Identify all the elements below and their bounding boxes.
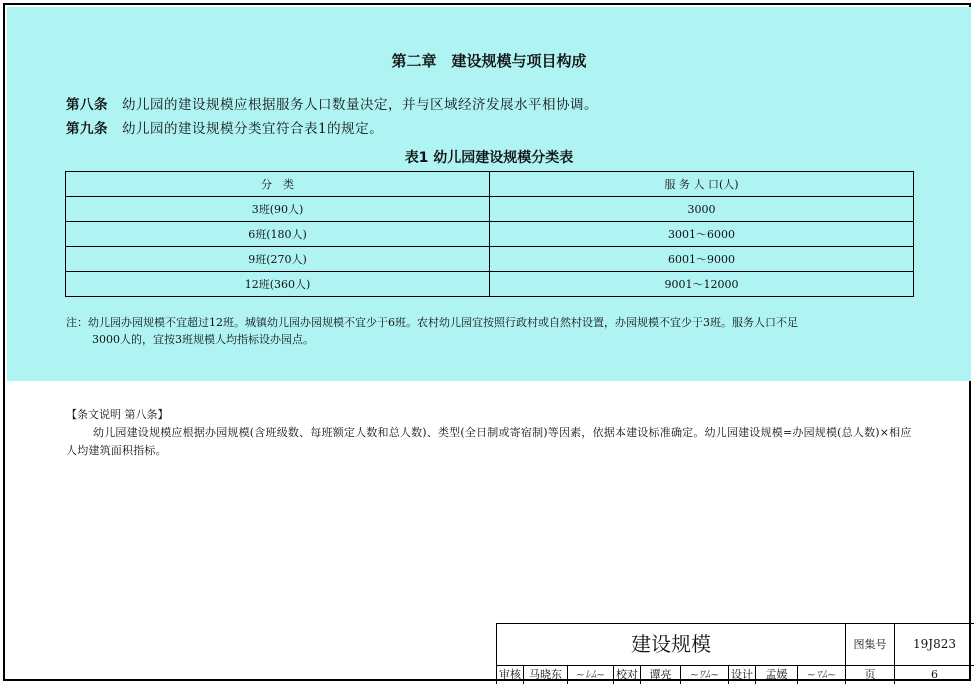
table-cell: 6001～9000 <box>490 247 914 272</box>
article-text: 幼儿园的建设规模应根据服务人口数量决定，并与区域经济发展水平相协调。 <box>122 97 598 113</box>
explanation-text: 幼儿园建设规模应根据办园规模(含班级数、每班额定人数和总人数)、类型(全日制或寄宿制)等因素，依据本建设标准确定。幼儿园建设规模=办园规模(总人数)×相应人均建筑面积指标。 <box>66 426 912 457</box>
note-line: 3000人的，宜按3班规模人均指标设办园点。 <box>92 333 314 346</box>
atlas-number-label: 图集号 <box>846 624 895 665</box>
checker-signature: ~ﾜﾑ~ <box>681 666 729 684</box>
designer-name: 孟媛 <box>756 666 798 684</box>
reviewer-name: 马晓东 <box>524 666 568 684</box>
table-cell: 9001～12000 <box>490 272 914 297</box>
designer-signature: ~ﾏﾑ~ <box>798 666 846 684</box>
drawing-frame <box>3 3 971 681</box>
article-number: 第九条 <box>66 121 108 137</box>
note-line: 注：幼儿园办园规模不宜超过12班。城镇幼儿园办园规模不宜少于6班。农村幼儿园宜按照行政村或自然村设置，办园规模不宜少于3班。服务人口不足 <box>66 316 798 329</box>
table-caption: 表1 幼儿园建设规模分类表 <box>404 150 574 166</box>
scale-classification-table <box>65 171 914 297</box>
article-9 <box>66 117 383 137</box>
table-row <box>66 222 914 247</box>
title-block <box>496 623 974 684</box>
table-cell: 3班(90人) <box>66 197 490 222</box>
table-cell: 3000 <box>490 197 914 222</box>
table-cell: 9班(270人) <box>66 247 490 272</box>
atlas-number: 19J823 <box>913 637 956 651</box>
drawing-title: 建设规模 <box>497 624 846 665</box>
design-label: 设计 <box>729 666 756 684</box>
check-label: 校对 <box>614 666 641 684</box>
table-header-row <box>66 172 914 197</box>
table-row <box>66 197 914 222</box>
article-text: 幼儿园的建设规模分类宜符合表1的规定。 <box>122 121 384 137</box>
page-number: 6 <box>931 668 938 681</box>
article-explanation <box>66 406 921 460</box>
chapter-title: 第二章 建设规模与项目构成 <box>391 52 587 70</box>
checker-name: 谭亮 <box>641 666 681 684</box>
table-row <box>66 247 914 272</box>
table-row <box>66 272 914 297</box>
table-note <box>66 314 911 348</box>
article-number: 第八条 <box>66 97 108 113</box>
article-8 <box>66 93 598 113</box>
table-cell: 3001～6000 <box>490 222 914 247</box>
review-label: 审核 <box>497 666 524 684</box>
page-label: 页 <box>846 666 895 684</box>
explanation-heading: 【条文说明 第八条】 <box>66 408 169 421</box>
reviewer-signature: ~ﾚﾑ~ <box>568 666 614 684</box>
column-header: 服 务 人 口(人) <box>490 172 914 197</box>
table-cell: 12班(360人) <box>66 272 490 297</box>
table-cell: 6班(180人) <box>66 222 490 247</box>
column-header: 分 类 <box>66 172 490 197</box>
